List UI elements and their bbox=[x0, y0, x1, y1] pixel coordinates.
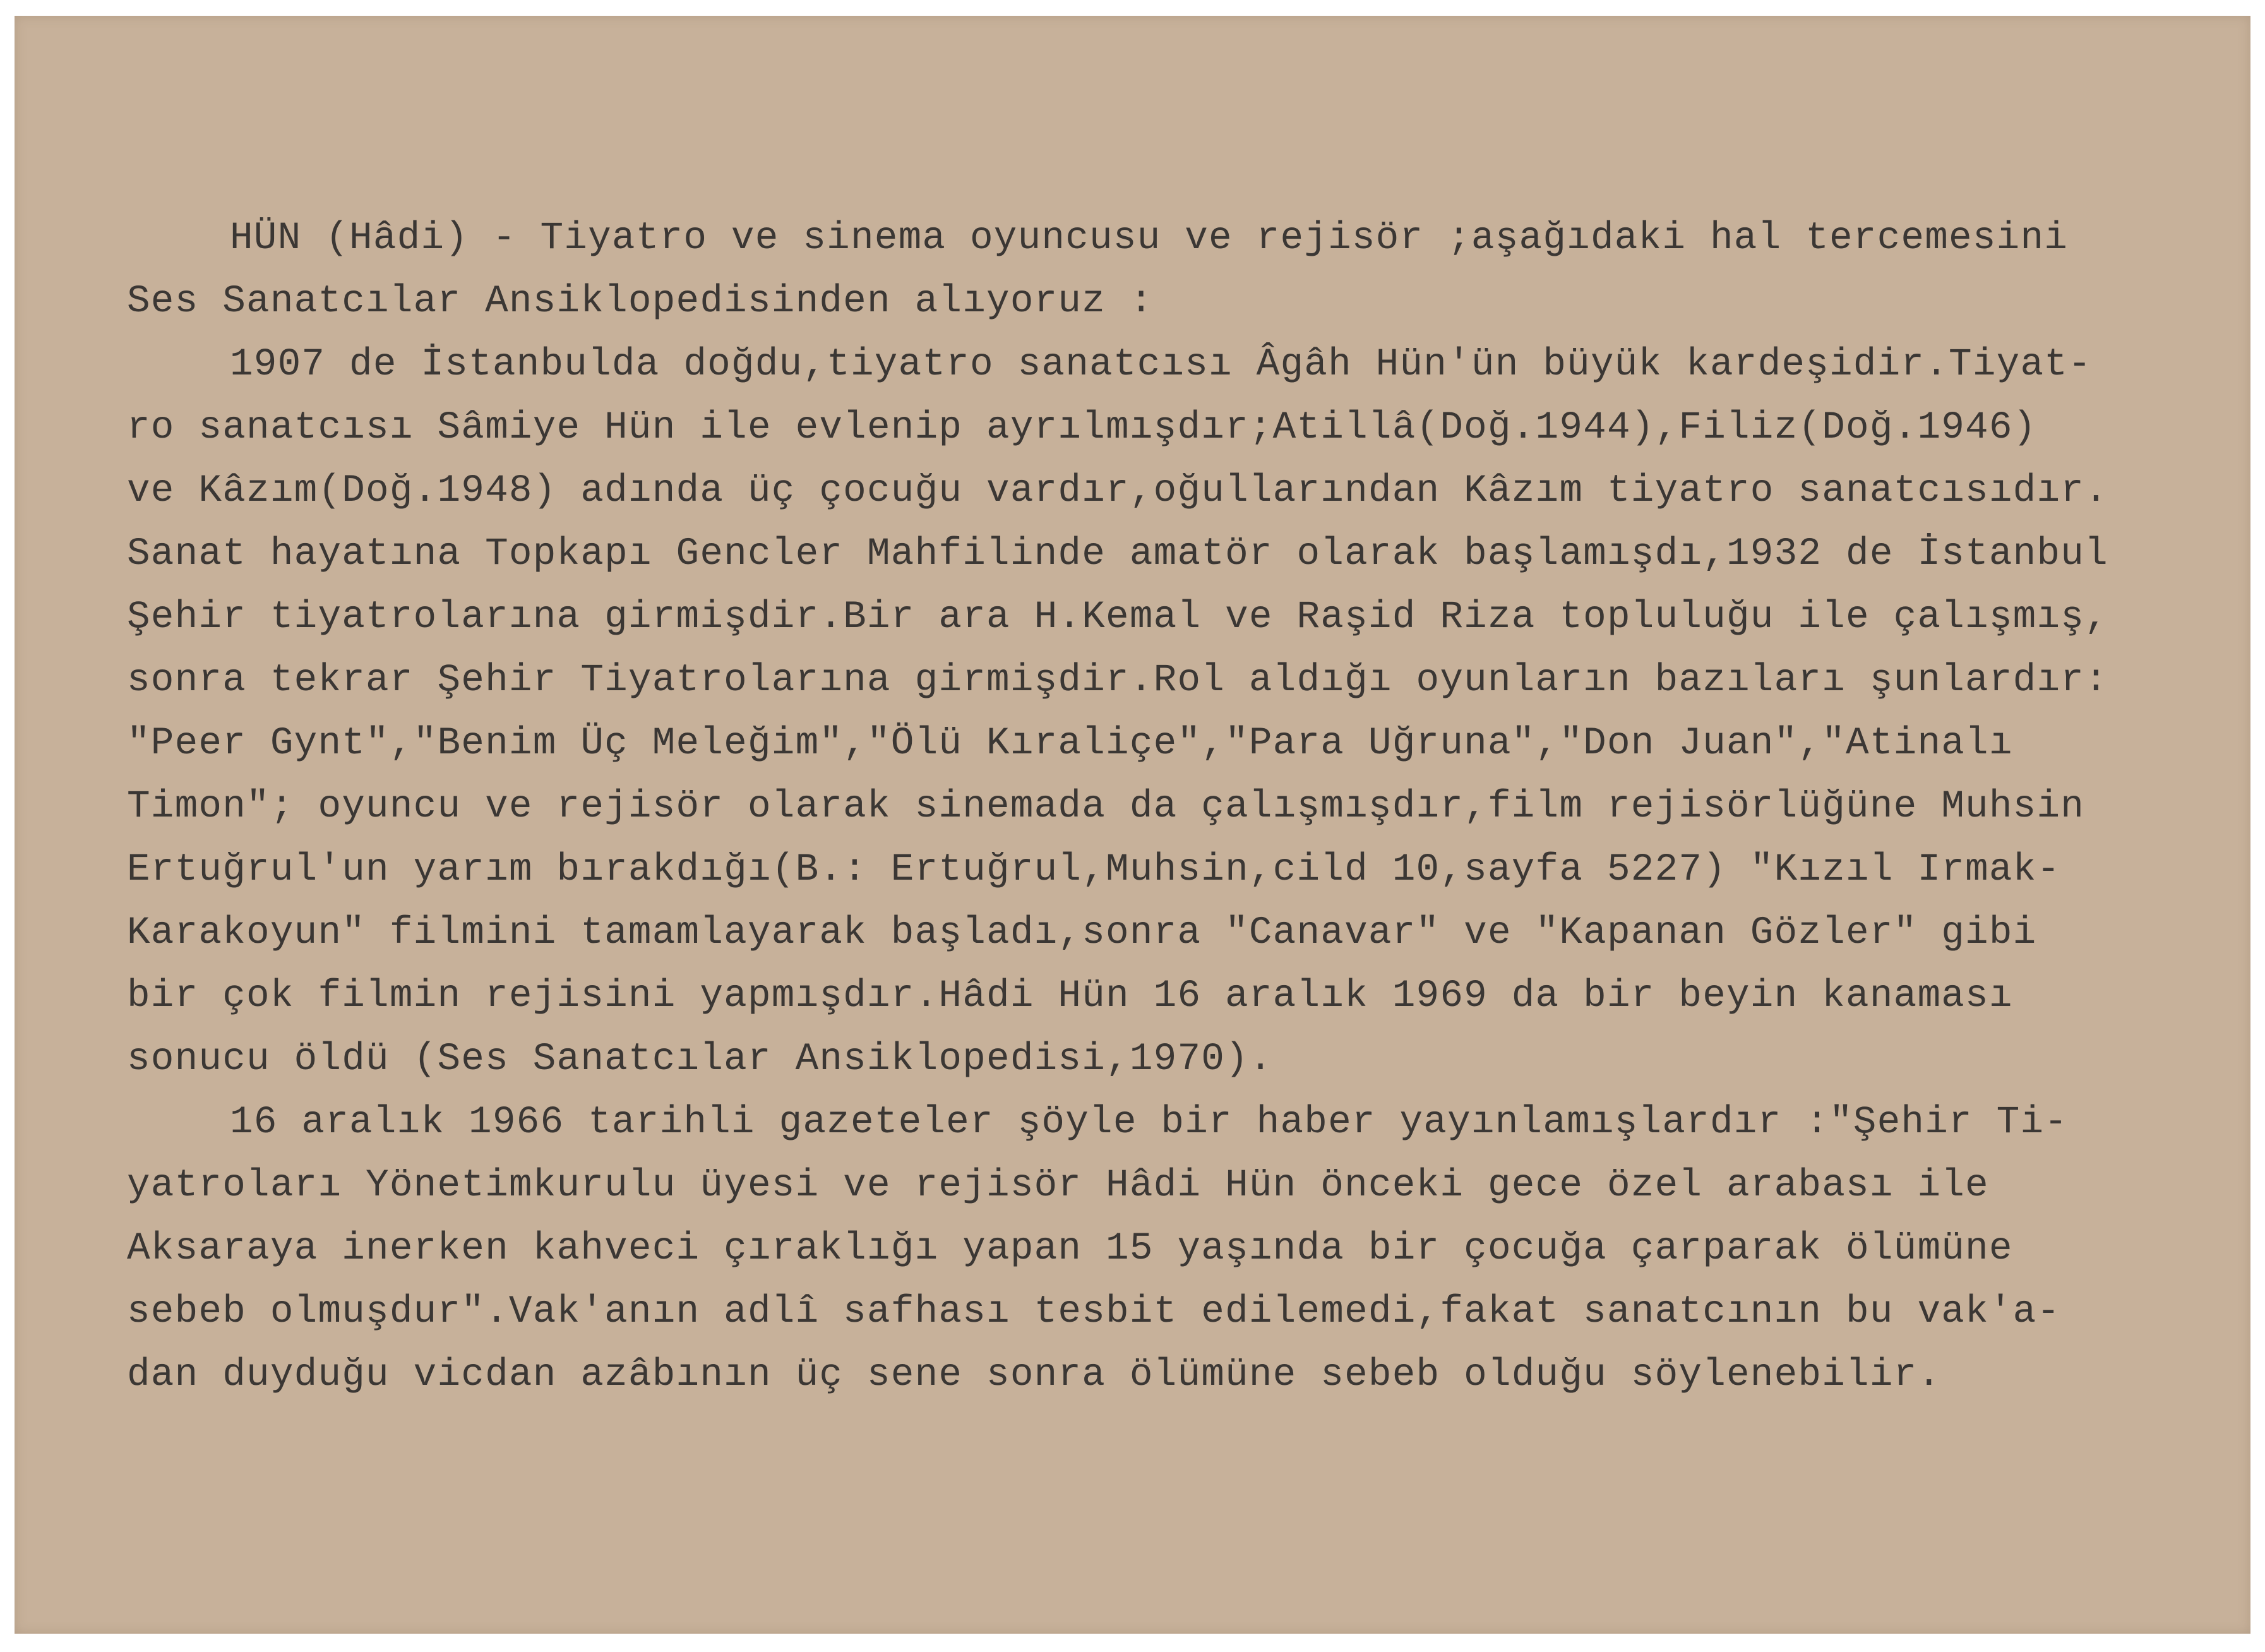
text-line: ve Kâzım(Doğ.1948) adında üç çocuğu vardır,oğullarından Kâzım tiyatro sanatcısıdır. bbox=[127, 469, 2108, 513]
text-line: sebeb olmuşdur".Vak'anın adlî safhası tesbit edilemedi,fakat sanatcının bu vak'a- bbox=[127, 1290, 2061, 1334]
text-line: 16 aralık 1966 tarihli gazeteler şöyle bir haber yayınlamışlardır :"Şehir Ti- bbox=[230, 1101, 2069, 1144]
text-line: sonra tekrar Şehir Tiyatrolarına girmişdir.Rol aldığı oyunların bazıları şunlardır: bbox=[127, 659, 2108, 702]
text-line: "Peer Gynt","Benim Üç Meleğim","Ölü Kıraliçe","Para Uğruna","Don Juan","Atinalı bbox=[127, 722, 2013, 765]
text-line: dan duyduğu vicdan azâbının üç sene sonra ölümüne sebeb olduğu söylenebilir. bbox=[127, 1353, 1942, 1397]
text-line: Ses Sanatcılar Ansiklopedisinden alıyoruz : bbox=[127, 280, 1154, 323]
typed-page bbox=[15, 16, 2250, 1634]
text-line: Aksaraya inerken kahveci çıraklığı yapan 15 yaşında bir çocuğa çarparak ölümüne bbox=[127, 1227, 2013, 1271]
typed-text-body bbox=[15, 16, 2250, 1634]
text-line: Ertuğrul'un yarım bırakdığı(B.: Ertuğrul,Muhsin,cild 10,sayfa 5227) "Kızıl Irmak- bbox=[127, 848, 2061, 892]
text-line: Timon"; oyuncu ve rejisör olarak sinemada da çalışmışdır,film rejisörlüğüne Muhsin bbox=[127, 785, 2085, 829]
text-line: Karakoyun" filmini tamamlayarak başladı,sonra "Canavar" ve "Kapanan Gözler" gibi bbox=[127, 911, 2037, 955]
text-line: Şehir tiyatrolarına girmişdir.Bir ara H.Kemal ve Raşid Riza topluluğu ile çalışmış, bbox=[127, 596, 2108, 639]
text-line: sonucu öldü (Ses Sanatcılar Ansiklopedisi,1970). bbox=[127, 1038, 1273, 1081]
text-line: bir çok filmin rejisini yapmışdır.Hâdi Hün 16 aralık 1969 da bir beyin kanaması bbox=[127, 974, 2013, 1018]
text-line: HÜN (Hâdi) - Tiyatro ve sinema oyuncusu ve rejisör ;aşağıdaki hal tercemesini bbox=[230, 217, 2069, 260]
text-line: Sanat hayatına Topkapı Gencler Mahfilinde amatör olarak başlamışdı,1932 de İstanbul bbox=[127, 532, 2108, 576]
text-line: 1907 de İstanbulda doğdu,tiyatro sanatcısı Âgâh Hün'ün büyük kardeşidir.Tiyat- bbox=[230, 343, 2092, 386]
text-line: ro sanatcısı Sâmiye Hün ile evlenip ayrılmışdır;Atillâ(Doğ.1944),Filiz(Doğ.1946) bbox=[127, 406, 2037, 450]
text-line: yatroları Yönetimkurulu üyesi ve rejisör Hâdi Hün önceki gece özel arabası ile bbox=[127, 1164, 1989, 1207]
